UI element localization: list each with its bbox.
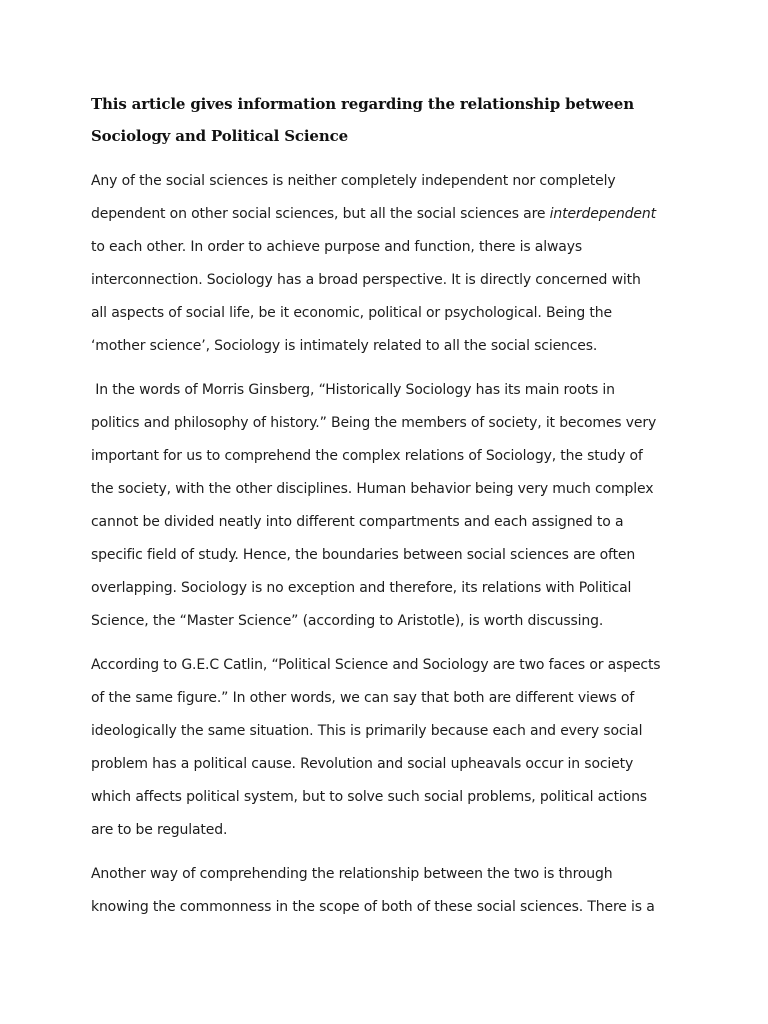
paragraph-1 <box>91 165 691 363</box>
paragraph-line: ‘mother science’, Sociology is intimately related to all the social sciences. <box>91 338 598 354</box>
paragraph-4 <box>91 858 691 924</box>
paragraph-text: dependent on other social sciences, but all the social sciences are <box>91 206 550 222</box>
paragraph-line: According to G.E.C Catlin, “Political Science and Sociology are two faces or aspects <box>91 657 661 673</box>
paragraph-line: specific field of study. Hence, the boundaries between social sciences are often <box>91 547 636 563</box>
paragraph-3 <box>91 649 691 847</box>
paragraph-line: are to be regulated. <box>91 822 228 838</box>
paragraph-line: important for us to comprehend the complex relations of Sociology, the study of <box>91 448 643 464</box>
paragraph-line: to each other. In order to achieve purpose and function, there is always <box>91 239 582 255</box>
paragraph-line: which affects political system, but to solve such social problems, political actions <box>91 789 647 805</box>
paragraph-line: Another way of comprehending the relationship between the two is through <box>91 866 613 882</box>
paragraph-line: of the same figure.” In other words, we can say that both are different views of <box>91 690 635 706</box>
paragraph-line: all aspects of social life, be it economic, political or psychological. Being the <box>91 305 612 321</box>
emphasized-word: interdependent <box>549 206 656 222</box>
paragraph-line: ideologically the same situation. This is primarily because each and every social <box>91 723 643 739</box>
paragraph-line <box>91 198 691 231</box>
paragraph-line: In the words of Morris Ginsberg, “Historically Sociology has its main roots in <box>91 382 615 398</box>
paragraph-line: politics and philosophy of history.” Being the members of society, it becomes very <box>91 415 657 431</box>
paragraph-line: cannot be divided neatly into different compartments and each assigned to a <box>91 514 624 530</box>
title-line: This article gives information regarding the relationship between <box>91 95 634 113</box>
paragraph-2 <box>91 374 691 638</box>
paragraph-line: Any of the social sciences is neither completely independent nor completely <box>91 173 616 189</box>
paragraph-line: interconnection. Sociology has a broad perspective. It is directly concerned with <box>91 272 641 288</box>
paragraph-line: knowing the commonness in the scope of both of these social sciences. There is a <box>91 899 655 915</box>
paragraph-line: the society, with the other disciplines. Human behavior being very much complex <box>91 481 654 497</box>
article-body <box>91 88 691 924</box>
paragraph-line: problem has a political cause. Revolution and social upheavals occur in society <box>91 756 634 772</box>
title-line: Sociology and Political Science <box>91 127 348 145</box>
article-title <box>91 88 691 152</box>
paragraph-line: Science, the “Master Science” (according to Aristotle), is worth discussing. <box>91 613 604 629</box>
paragraph-line: overlapping. Sociology is no exception and therefore, its relations with Political <box>91 580 632 596</box>
